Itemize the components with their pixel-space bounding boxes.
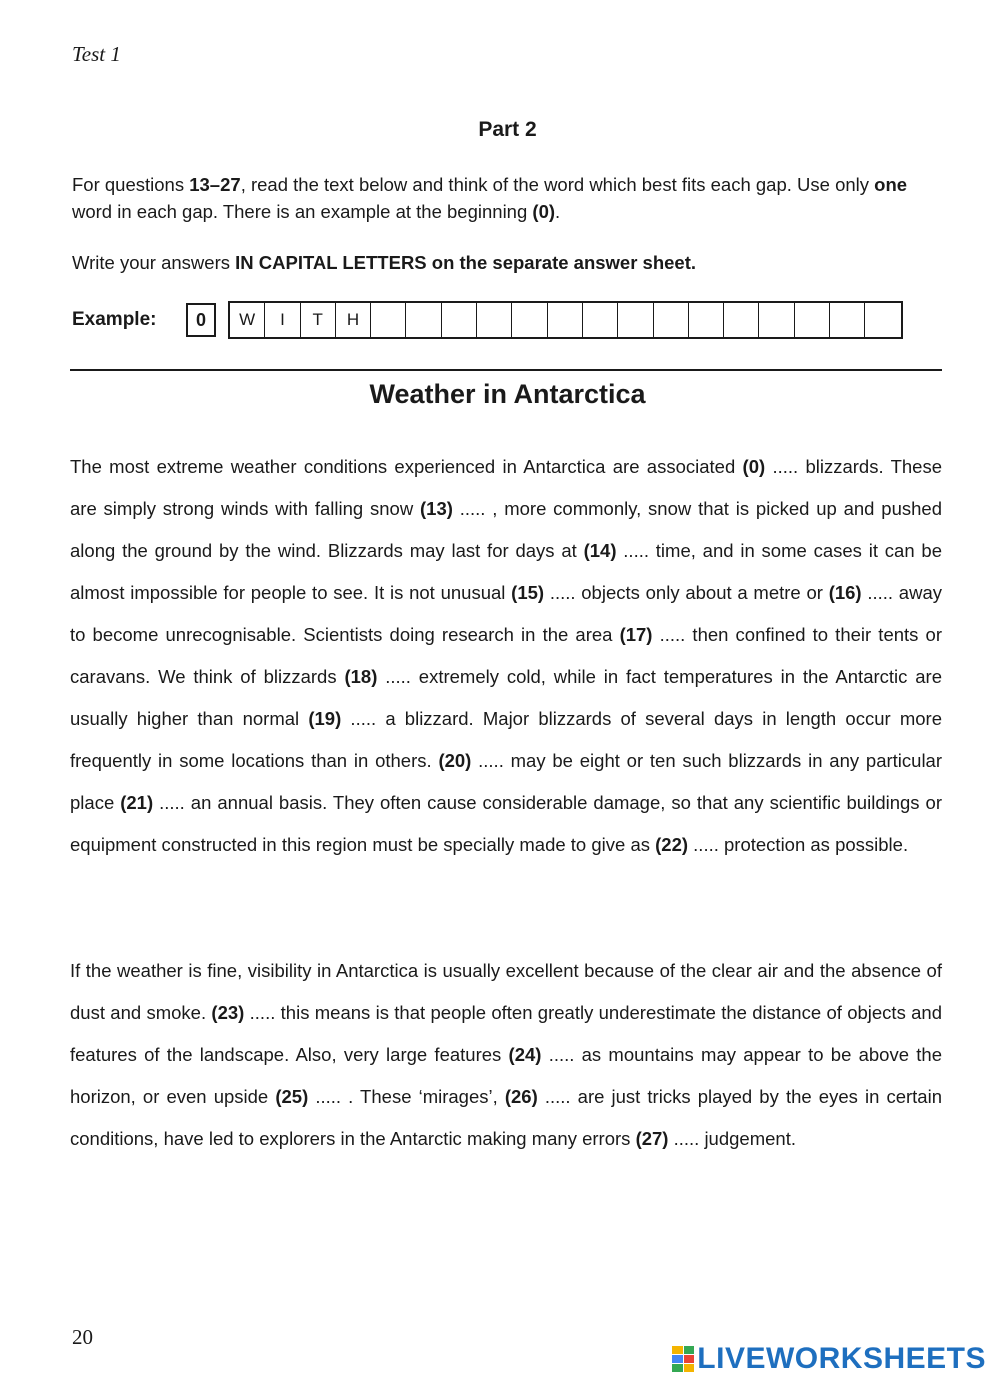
passage-title: Weather in Antarctica (369, 379, 646, 409)
passage-text: ..... objects only about a metre or (544, 582, 829, 603)
answer-cell (724, 303, 759, 337)
passage-text: ..... an annual basis. They often cause considerable damage, so that any scientific buildings or equipment constructed in this region must be specially made to give as (70, 792, 942, 855)
gap-number: (0) (742, 456, 766, 477)
passage-text: The most extreme weather conditions experienced in Antarctica are associated (70, 456, 743, 477)
gap-number: (26) (504, 1086, 538, 1107)
gap-number: (27) (635, 1128, 669, 1149)
divider (70, 369, 942, 371)
part-title: Part 2 (478, 118, 537, 141)
passage-text: ..... away to become unrecognisable. Scientists doing research in the area (70, 582, 942, 645)
gap-number: (22) (655, 834, 689, 855)
gap-number: (23) (211, 1002, 245, 1023)
gap-number: (20) (438, 750, 472, 771)
example-label: Example: (72, 309, 157, 330)
gap-number: (25) (275, 1086, 309, 1107)
answer-cell (830, 303, 865, 337)
answer-cell (442, 303, 477, 337)
passage-text: ..... extremely cold, while in fact temperatures in the Antarctic are usually higher than normal (70, 666, 942, 729)
passage-text: ..... a blizzard. Major blizzards of several days in length occur more frequently in some locations than in others. (70, 708, 942, 771)
gap-number: (21) (120, 792, 154, 813)
answer-instructions: Write your answers IN CAPITAL LETTERS on the separate answer sheet. (72, 252, 697, 273)
passage-text: ..... are just tricks played by the eyes in certain conditions, have led to explorers in the Antarctic making many errors (70, 1086, 942, 1149)
passage-paragraph-1 (70, 446, 942, 866)
passage-text: ..... protection as possible. (688, 834, 909, 855)
example-number-box: 0 (186, 303, 216, 337)
answer-cell (512, 303, 547, 337)
gap-number: (18) (344, 666, 378, 687)
instructions: For questions 13–27, read the text below and think of the word which best fits each gap. Use only one word in each gap. There is an example at the beginning (0). (72, 174, 908, 222)
passage-text: ..... as mountains may appear to be above the horizon, or even upside (70, 1044, 942, 1107)
answer-cell (477, 303, 512, 337)
answer-cell: W (230, 303, 265, 337)
passage-text: ..... time, and in some cases it can be almost impossible for people to see. It is not unusual (70, 540, 942, 603)
example-row (72, 301, 903, 339)
gap-number: (24) (508, 1044, 542, 1065)
liveworksheets-logo-icon (672, 1346, 694, 1372)
answer-cell (654, 303, 689, 337)
answer-cell (795, 303, 830, 337)
answer-cell (548, 303, 583, 337)
passage-paragraph-2 (70, 950, 942, 1160)
answer-cell: T (301, 303, 336, 337)
gap-number: (15) (511, 582, 545, 603)
gap-number: (17) (619, 624, 653, 645)
liveworksheets-text: LIVEWORKSHEETS (697, 1342, 986, 1375)
answer-cell (759, 303, 794, 337)
gap-number: (13) (420, 498, 453, 519)
answer-cell (865, 303, 900, 337)
example-answer-grid (228, 301, 903, 339)
liveworksheets-watermark (672, 1342, 986, 1376)
passage-text: ..... judgement. (668, 1128, 796, 1149)
passage-text: ..... . These ‘mirages’, (308, 1086, 505, 1107)
gap-number: (14) (583, 540, 617, 561)
answer-cell: I (265, 303, 300, 337)
passage-text: ..... then confined to their tents or caravans. We think of blizzards (70, 624, 942, 687)
passage-text: ..... , more commonly, snow that is picked up and pushed along the ground by the wind. Blizzards may last for days at (70, 498, 942, 561)
passage-text: ..... blizzards. These are simply strong winds with falling snow (70, 456, 942, 519)
answer-cell (689, 303, 724, 337)
gap-number: (19) (308, 708, 342, 729)
page-number: 20 (72, 1325, 93, 1349)
answer-cell (583, 303, 618, 337)
answer-cell (406, 303, 441, 337)
answer-cell (618, 303, 653, 337)
answer-cell: H (336, 303, 371, 337)
passage-text: ..... this means is that people often greatly underestimate the distance of objects and features of the landscape. Also, very large features (70, 1002, 942, 1065)
passage-text: If the weather is fine, visibility in Antarctica is usually excellent because of the clear air and the absence of dust and smoke. (70, 960, 942, 1023)
test-label: Test 1 (72, 42, 121, 66)
answer-cell (371, 303, 406, 337)
gap-number: (16) (828, 582, 862, 603)
passage-text: ..... may be eight or ten such blizzards in any particular place (70, 750, 942, 813)
